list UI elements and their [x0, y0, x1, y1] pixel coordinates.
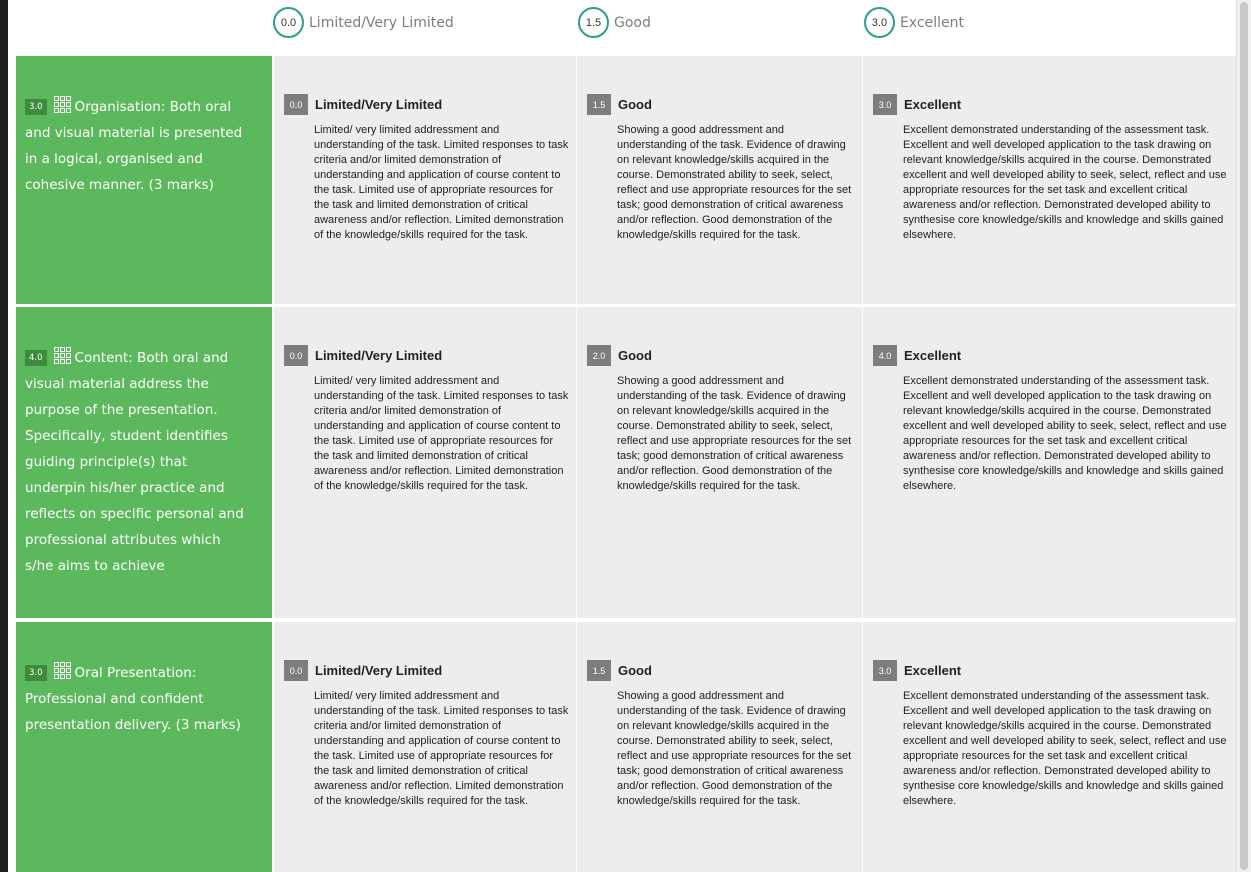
grid-icon — [53, 95, 72, 114]
scrollbar-thumb[interactable] — [1240, 2, 1248, 870]
cell-title: Good — [618, 348, 652, 363]
cell-description: Excellent demonstrated understanding of the assessment task. Excellent and well developed application to the task drawing on relevant knowledge/skills acquired in the course. Demonstrated excellent and well developed ability to seek, select, reflect and use appropriate resources for the set task and excellent critical awareness and/or reflection. Demonstrated developed ability to synthesise core knowledge/skills and knowledge and skills gained elsewhere. — [903, 124, 1227, 241]
criterion-description: Organisation: Both oral and visual material is presented in a logical, organised and cohesive manner. (3 marks) — [25, 99, 243, 193]
level-label: Excellent — [900, 14, 964, 31]
cell-description: Showing a good addressment and understanding of the task. Evidence of drawing on relevant knowledge/skills acquired in the course. Demonstrated ability to seek, select, reflect and use appropriate resources for the set task; good demonstration of critical awareness and/or reflection. Good demonstration of the knowledge/skills required for the task. — [617, 124, 852, 241]
level-points-circle: 0.0 — [273, 7, 304, 38]
grid-icon — [53, 346, 72, 365]
cell-description: Limited/ very limited addressment and understanding of the task. Limited responses to task criteria and/or limited demonstration of understanding and application of course content to the task. Limited use of appropriate resources for the task and limited demonstration of critical awareness and/or reflection. Limited demonstration of the knowledge/skills required for the task. — [314, 375, 569, 492]
cell-description: Excellent demonstrated understanding of the assessment task. Excellent and well developed application to the task drawing on relevant knowledge/skills acquired in the course. Demonstrated excellent and well developed ability to seek, select, reflect and use appropriate resources for the set task and excellent critical awareness and/or reflection. Demonstrated developed ability to synthesise core knowledge/skills and knowledge and skills gained elsewhere. — [903, 375, 1227, 492]
rubric-cell-limited[interactable] — [274, 622, 576, 872]
cell-title: Excellent — [904, 663, 962, 678]
criterion-points-badge: 3.0 — [25, 665, 47, 681]
rubric-cell-excellent[interactable] — [863, 307, 1236, 618]
cell-title: Limited/Very Limited — [315, 97, 443, 112]
cell-points-badge: 3.0 — [873, 94, 897, 115]
rubric-cell-good[interactable] — [577, 622, 862, 872]
level-header-excellent — [864, 7, 964, 38]
cell-description: Showing a good addressment and understanding of the task. Evidence of drawing on relevant knowledge/skills acquired in the course. Demonstrated ability to seek, select, reflect and use appropriate resources for the set task; good demonstration of critical awareness and/or reflection. Good demonstration of the knowledge/skills required for the task. — [617, 690, 852, 807]
rubric-cell-limited[interactable] — [274, 56, 576, 304]
cell-points-badge: 1.5 — [587, 94, 611, 115]
cell-points-badge: 4.0 — [873, 345, 897, 366]
cell-title: Good — [618, 663, 652, 678]
cell-description: Showing a good addressment and understanding of the task. Evidence of drawing on relevant knowledge/skills acquired in the course. Demonstrated ability to seek, select, reflect and use appropriate resources for the set task; good demonstration of critical awareness and/or reflection. Good demonstration of the knowledge/skills required for the task. — [617, 375, 852, 492]
cell-points-badge: 0.0 — [284, 660, 308, 681]
level-header-good — [578, 7, 651, 38]
cell-description: Limited/ very limited addressment and understanding of the task. Limited responses to task criteria and/or limited demonstration of understanding and application of course content to the task. Limited use of appropriate resources for the task and limited demonstration of critical awareness and/or reflection. Limited demonstration of the knowledge/skills required for the task. — [314, 124, 569, 241]
vertical-scrollbar[interactable] — [1236, 0, 1251, 872]
grid-icon — [53, 661, 72, 680]
level-header-limited — [273, 7, 454, 38]
cell-title: Limited/Very Limited — [315, 663, 443, 678]
criterion-cell — [16, 307, 272, 618]
criterion-cell — [16, 56, 272, 304]
rubric-cell-good[interactable] — [577, 307, 862, 618]
criterion-cell — [16, 622, 272, 872]
criterion-row-oral-presentation — [16, 622, 1236, 872]
rubric-cell-excellent[interactable] — [863, 56, 1236, 304]
rubric-cell-limited[interactable] — [274, 307, 576, 618]
left-edge-bar — [0, 0, 8, 872]
level-label: Limited/Very Limited — [309, 14, 454, 31]
criterion-points-badge: 4.0 — [25, 350, 47, 366]
criterion-row-content — [16, 307, 1236, 618]
cell-points-badge: 0.0 — [284, 345, 308, 366]
criterion-points-badge: 3.0 — [25, 99, 47, 115]
level-points-circle: 1.5 — [578, 7, 609, 38]
cell-points-badge: 0.0 — [284, 94, 308, 115]
level-points-circle: 3.0 — [864, 7, 895, 38]
cell-title: Good — [618, 97, 652, 112]
rubric-cell-good[interactable] — [577, 56, 862, 304]
level-label: Good — [614, 14, 651, 31]
cell-title: Limited/Very Limited — [315, 348, 443, 363]
cell-title: Excellent — [904, 348, 962, 363]
criterion-description: Oral Presentation: Professional and confident presentation delivery. (3 marks) — [25, 665, 241, 733]
cell-points-badge: 2.0 — [587, 345, 611, 366]
cell-description: Limited/ very limited addressment and understanding of the task. Limited responses to task criteria and/or limited demonstration of understanding and application of course content to the task. Limited use of appropriate resources for the task and limited demonstration of critical awareness and/or reflection. Limited demonstration of the knowledge/skills required for the task. — [314, 690, 569, 807]
cell-points-badge: 3.0 — [873, 660, 897, 681]
cell-points-badge: 1.5 — [587, 660, 611, 681]
cell-title: Excellent — [904, 97, 962, 112]
rubric-level-header — [16, 0, 1236, 56]
cell-description: Excellent demonstrated understanding of the assessment task. Excellent and well developed application to the task drawing on relevant knowledge/skills acquired in the course. Demonstrated excellent and well developed ability to seek, select, reflect and use appropriate resources for the set task and excellent critical awareness and/or reflection. Demonstrated developed ability to synthesise core knowledge/skills and knowledge and skills gained elsewhere. — [903, 690, 1227, 807]
criterion-description: Content: Both oral and visual material address the purpose of the presentation. Specifically, student identifies guiding principle(s) that underpin his/her practice and reflects on specific personal and professional attributes which s/he aims to achieve — [25, 350, 244, 574]
criterion-row-organisation — [16, 56, 1236, 304]
rubric-cell-excellent[interactable] — [863, 622, 1236, 872]
